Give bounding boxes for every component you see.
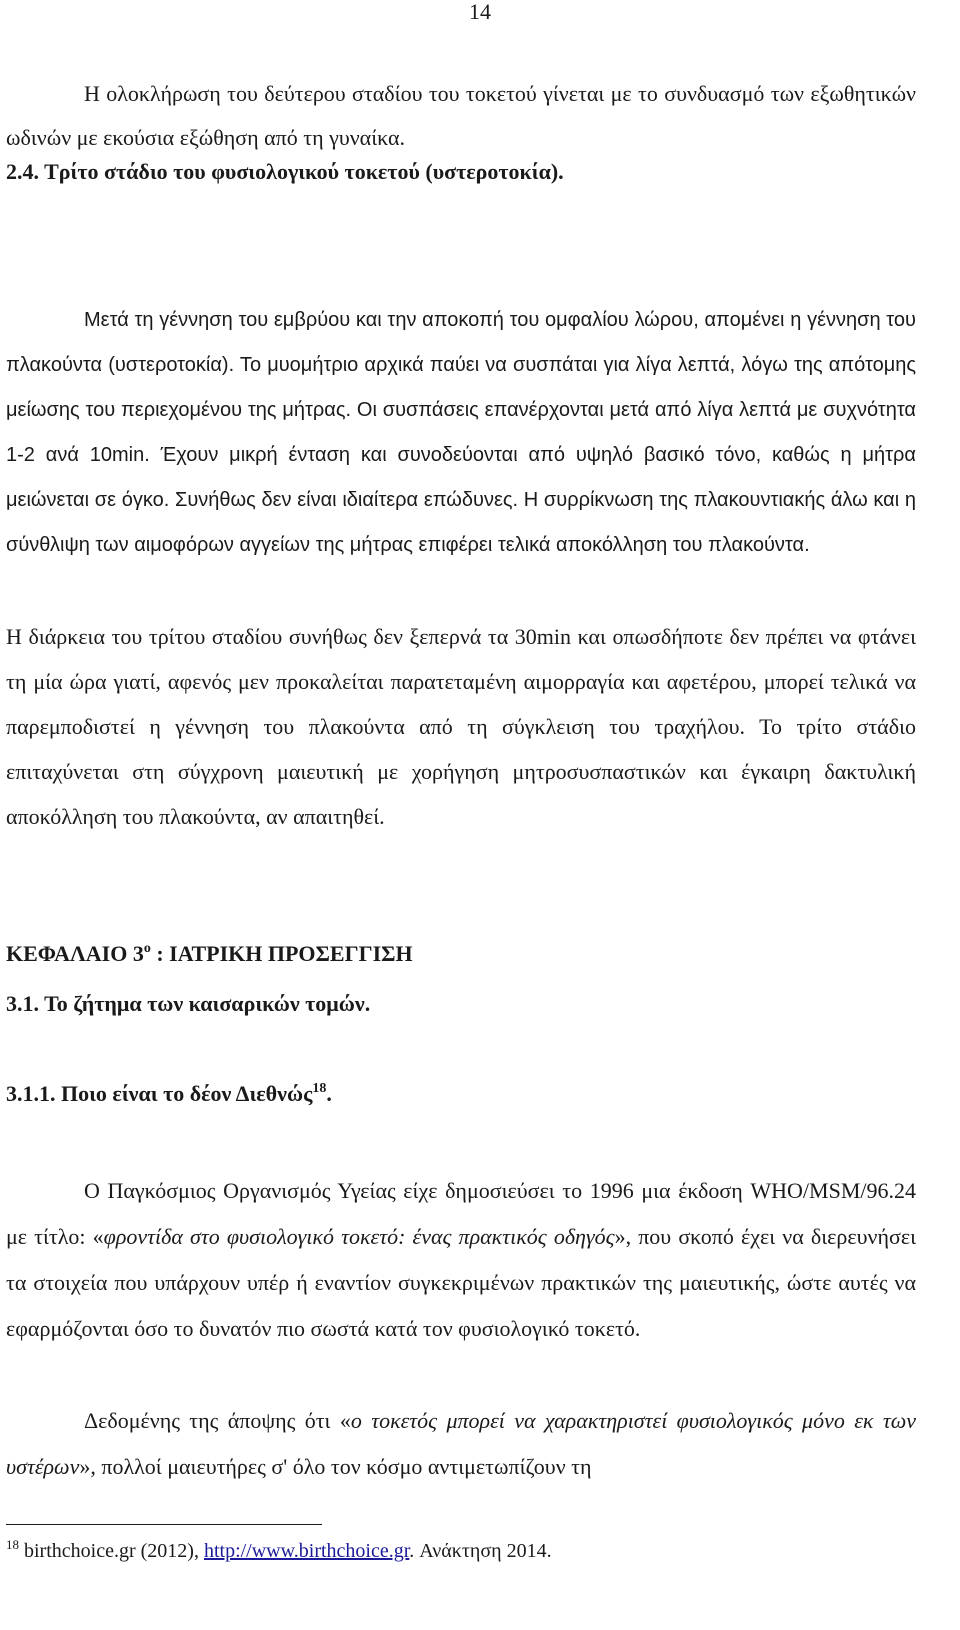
paragraph-second-stage-end: Η ολοκλήρωση του δεύτερου σταδίου του τοκετού γίνεται με το συνδυασμό των εξωθητικών ωδινών με εκούσια εξώθηση από τη γυναίκα. bbox=[6, 81, 916, 150]
footnote-18 bbox=[6, 1538, 552, 1564]
retro-text-a: Δεδομένης της άποψης ότι « bbox=[84, 1408, 351, 1433]
chapter-heading-prefix: ΚΕΦΑΛΑΙΟ 3 bbox=[6, 941, 144, 966]
footnote-ref-18: 18 bbox=[312, 1081, 327, 1096]
who-title-italic: φροντίδα στο φυσιολογικό τοκετό: ένας πρακτικός οδηγός bbox=[103, 1224, 615, 1249]
retro-text-b: », πολλοί μαιευτήρες σ' όλο τον κόσμο αντιμετωπίζουν τη bbox=[79, 1454, 592, 1479]
section-heading-3-1-1 bbox=[6, 1080, 332, 1108]
paragraph-who-publication bbox=[6, 1168, 916, 1352]
chapter-heading-suffix: : ΙΑΤΡΙΚΗ ΠΡΟΣΕΓΓΙΣΗ bbox=[150, 941, 413, 966]
section-heading-3-1-1-text: 3.1.1. Ποιο είναι το δέον Διεθνώς bbox=[6, 1081, 313, 1106]
footnote-link[interactable]: http://www.birthchoice.gr bbox=[203, 1540, 410, 1562]
page-number: 14 bbox=[469, 0, 491, 24]
chapter-heading-3 bbox=[6, 940, 413, 968]
paragraph-third-stage-description: Μετά τη γέννηση του εμβρύου και την αποκοπή του ομφαλίου λώρου, απομένει η γέννηση του πλακούντα (υστεροτοκία). Το μυομήτριο αρχικά παύει να συσπάται για λίγα λεπτά, λόγω της απότομης μείωσης του περιεχομένου της μήτρας. Οι συσπάσεις επανέρχονται μετά από λίγα λεπτά με συχνότητα 1-2 ανά 10min. Έχουν μικρή ένταση και συνοδεύονται από υψηλό βασικό τόνο, καθώς η μήτρα μειώνεται σε όγκο. Συνήθως δεν είναι ιδιαίτερα επώδυνες. Η συρρίκνωση της πλακουντιακής άλω και η σύνθλιψη των αιμοφόρων αγγείων της μήτρας επιφέρει τελικά αποκόλληση του πλακούντα. bbox=[6, 309, 916, 556]
section-heading-3-1: 3.1. Το ζήτημα των καισαρικών τομών. bbox=[6, 991, 371, 1016]
section-heading-3-1-1-tail: . bbox=[326, 1081, 332, 1106]
retro-quote-italic: ο τοκετός μπορεί να χαρακτηριστεί φυσιολογικός μόνο εκ των υστέρων bbox=[6, 1408, 916, 1479]
footnote-separator bbox=[6, 1524, 322, 1525]
paragraph-normal-birth-retrospective bbox=[6, 1398, 916, 1490]
footnote-source: birthchoice.gr (2012), bbox=[19, 1540, 204, 1562]
footnote-number: 18 bbox=[6, 1537, 19, 1552]
who-text-a: Ο Παγκόσμιος Οργανισμός Υγείας είχε δημοσιεύσει το 1996 μια έκδοση WHO/MSM/96.24 με τίτλο: « bbox=[6, 1178, 916, 1249]
who-text-b: », που σκοπό έχει να διερευνήσει τα στοιχεία που υπάρχουν υπέρ ή εναντίον συγκεκριμένων πρακτικών της μαιευτικής, ώστε αυτές να εφαρμόζονται όσο το δυνατόν πιο σωστά κατά τον φυσιολογικό τοκετό. bbox=[6, 1224, 916, 1341]
section-heading-2-4: 2.4. Τρίτο στάδιο του φυσιολογικού τοκετού (υστεροτοκία). bbox=[6, 159, 564, 184]
footnote-retrieved: . Ανάκτηση 2014. bbox=[409, 1540, 552, 1562]
chapter-heading-ordinal: ο bbox=[143, 941, 151, 956]
paragraph-third-stage-duration: Η διάρκεια του τρίτου σταδίου συνήθως δεν ξεπερνά τα 30min και οπωσδήποτε δεν πρέπει να φτάνει τη μία ώρα γιατί, αφενός μεν προκαλείται παρατεταμένη αιμορραγία και αφετέρου, μπορεί τελικά να παρεμποδιστεί η γέννηση του πλακούντα από τη σύγκλειση του τραχήλου. Το τρίτο στάδιο επιταχύνεται στη σύγχρονη μαιευτική με χορήγηση μητροσυσπαστικών και έγκαιρη δακτυλική αποκόλληση του πλακούντα, αν απαιτηθεί. bbox=[6, 624, 916, 829]
